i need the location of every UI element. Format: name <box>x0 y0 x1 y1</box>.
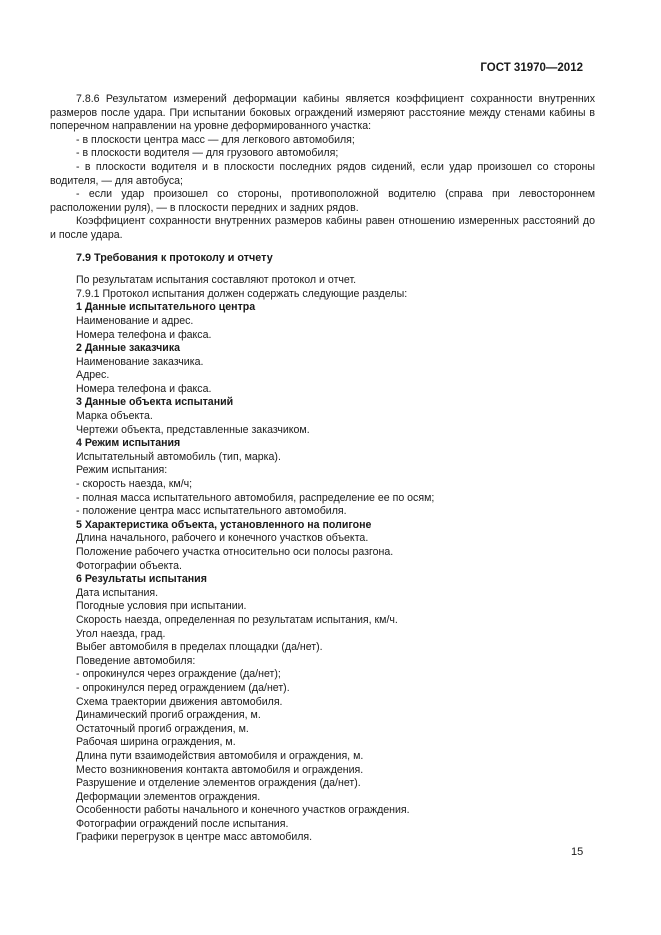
list-item: - в плоскости центра масс — для легкового автомобиля; <box>76 133 355 146</box>
list-item: - скорость наезда, км/ч; <box>76 478 193 491</box>
subsection-heading: 2 Данные заказчика <box>76 342 181 355</box>
list-item: Остаточный прогиб ограждения, м. <box>76 722 249 735</box>
list-item: Номера телефона и факса. <box>76 328 212 341</box>
list-item: - опрокинулся перед ограждением (да/нет). <box>76 681 290 694</box>
list-item: Марка объекта. <box>76 410 153 423</box>
list-item: Фотографии ограждений после испытания. <box>76 817 289 830</box>
list-item: - если удар произошел со стороны, противоположной водителю (справа при левостороннем расположении руля), — в плоскости передних и задних рядов. <box>50 188 595 214</box>
list-item: Динамический прогиб ограждения, м. <box>76 709 261 722</box>
list-item: Наименование заказчика. <box>76 355 204 368</box>
list-item: Скорость наезда, определенная по результатам испытания, км/ч. <box>76 613 398 626</box>
section-7-9 <box>50 274 595 845</box>
list-item: Чертежи объекта, представленные заказчиком. <box>76 423 310 436</box>
list-item: 7.9.1 Протокол испытания должен содержать следующие разделы: <box>76 287 408 300</box>
list-item: Схема траектории движения автомобиля. <box>76 695 283 708</box>
list-item: - в плоскости водителя — для грузового автомобиля; <box>76 147 339 160</box>
list-item: Дата испытания. <box>76 586 159 599</box>
list-item: Испытательный автомобиль (тип, марка). <box>76 450 281 463</box>
subsection-heading: 4 Режим испытания <box>76 437 181 450</box>
list-item: Поведение автомобиля: <box>76 654 196 667</box>
list-item: - полная масса испытательного автомобиля, распределение ее по осям; <box>76 491 435 504</box>
page-number: 15 <box>571 846 584 858</box>
list-item: Длина пути взаимодействия автомобиля и ограждения, м. <box>76 749 364 762</box>
list-item: Фотографии объекта. <box>76 559 182 572</box>
list-item: Номера телефона и факса. <box>76 382 212 395</box>
subsection-heading: 1 Данные испытательного центра <box>76 301 256 314</box>
section-heading: 7.9 Требования к протоколу и отчету <box>76 251 273 264</box>
list-item: - положение центра масс испытательного автомобиля. <box>76 505 347 518</box>
list-item: Длина начального, рабочего и конечного участков объекта. <box>76 532 369 545</box>
list-item: По результатам испытания составляют протокол и отчет. <box>76 274 357 287</box>
section-7-8-6 <box>50 93 595 243</box>
list-item: Разрушение и отделение элементов ограждения (да/нет). <box>76 777 361 790</box>
list-item: Особенности работы начального и конечного участков ограждения. <box>76 804 410 817</box>
list-item: Графики перегрузок в центре масс автомобиля. <box>76 831 313 844</box>
list-item: Выбег автомобиля в пределах площадки (да/нет). <box>76 641 323 654</box>
list-item: Погодные условия при испытании. <box>76 600 247 613</box>
list-item: Режим испытания: <box>76 464 168 477</box>
list-item: Наименование и адрес. <box>76 314 194 327</box>
list-item: Положение рабочего участка относительно оси полосы разгона. <box>76 546 394 558</box>
list-item: Адрес. <box>76 369 110 382</box>
subsection-heading: 5 Характеристика объекта, установленного на полигоне <box>76 518 372 531</box>
list-item: - в плоскости водителя и в плоскости последних рядов сидений, если удар произошел со стороны водителя, — для автобуса; <box>50 160 595 187</box>
page-content <box>50 93 595 845</box>
list-item: - опрокинулся через ограждение (да/нет); <box>76 668 281 681</box>
paragraph: Коэффициент сохранности внутренних размеров кабины равен отношению измеренных расстояний до и после удара. <box>50 215 595 241</box>
subsection-heading: 6 Результаты испытания <box>76 573 207 586</box>
paragraph: 7.8.6 Результатом измерений деформации кабины является коэффициент сохранности внутренних размеров после удара. При испытании боковых ограждений измеряют расстояние между стенами кабины в поперечном направлении на уровне деформированного участка: <box>50 93 595 133</box>
list-item: Рабочая ширина ограждения, м. <box>76 736 236 749</box>
subsection-heading: 3 Данные объекта испытаний <box>76 396 234 409</box>
list-item: Деформации элементов ограждения. <box>76 790 261 803</box>
list-item: Место возникновения контакта автомобиля и ограждения. <box>76 763 364 776</box>
document-code: ГОСТ 31970—2012 <box>480 62 583 74</box>
list-item: Угол наезда, град. <box>76 627 166 640</box>
